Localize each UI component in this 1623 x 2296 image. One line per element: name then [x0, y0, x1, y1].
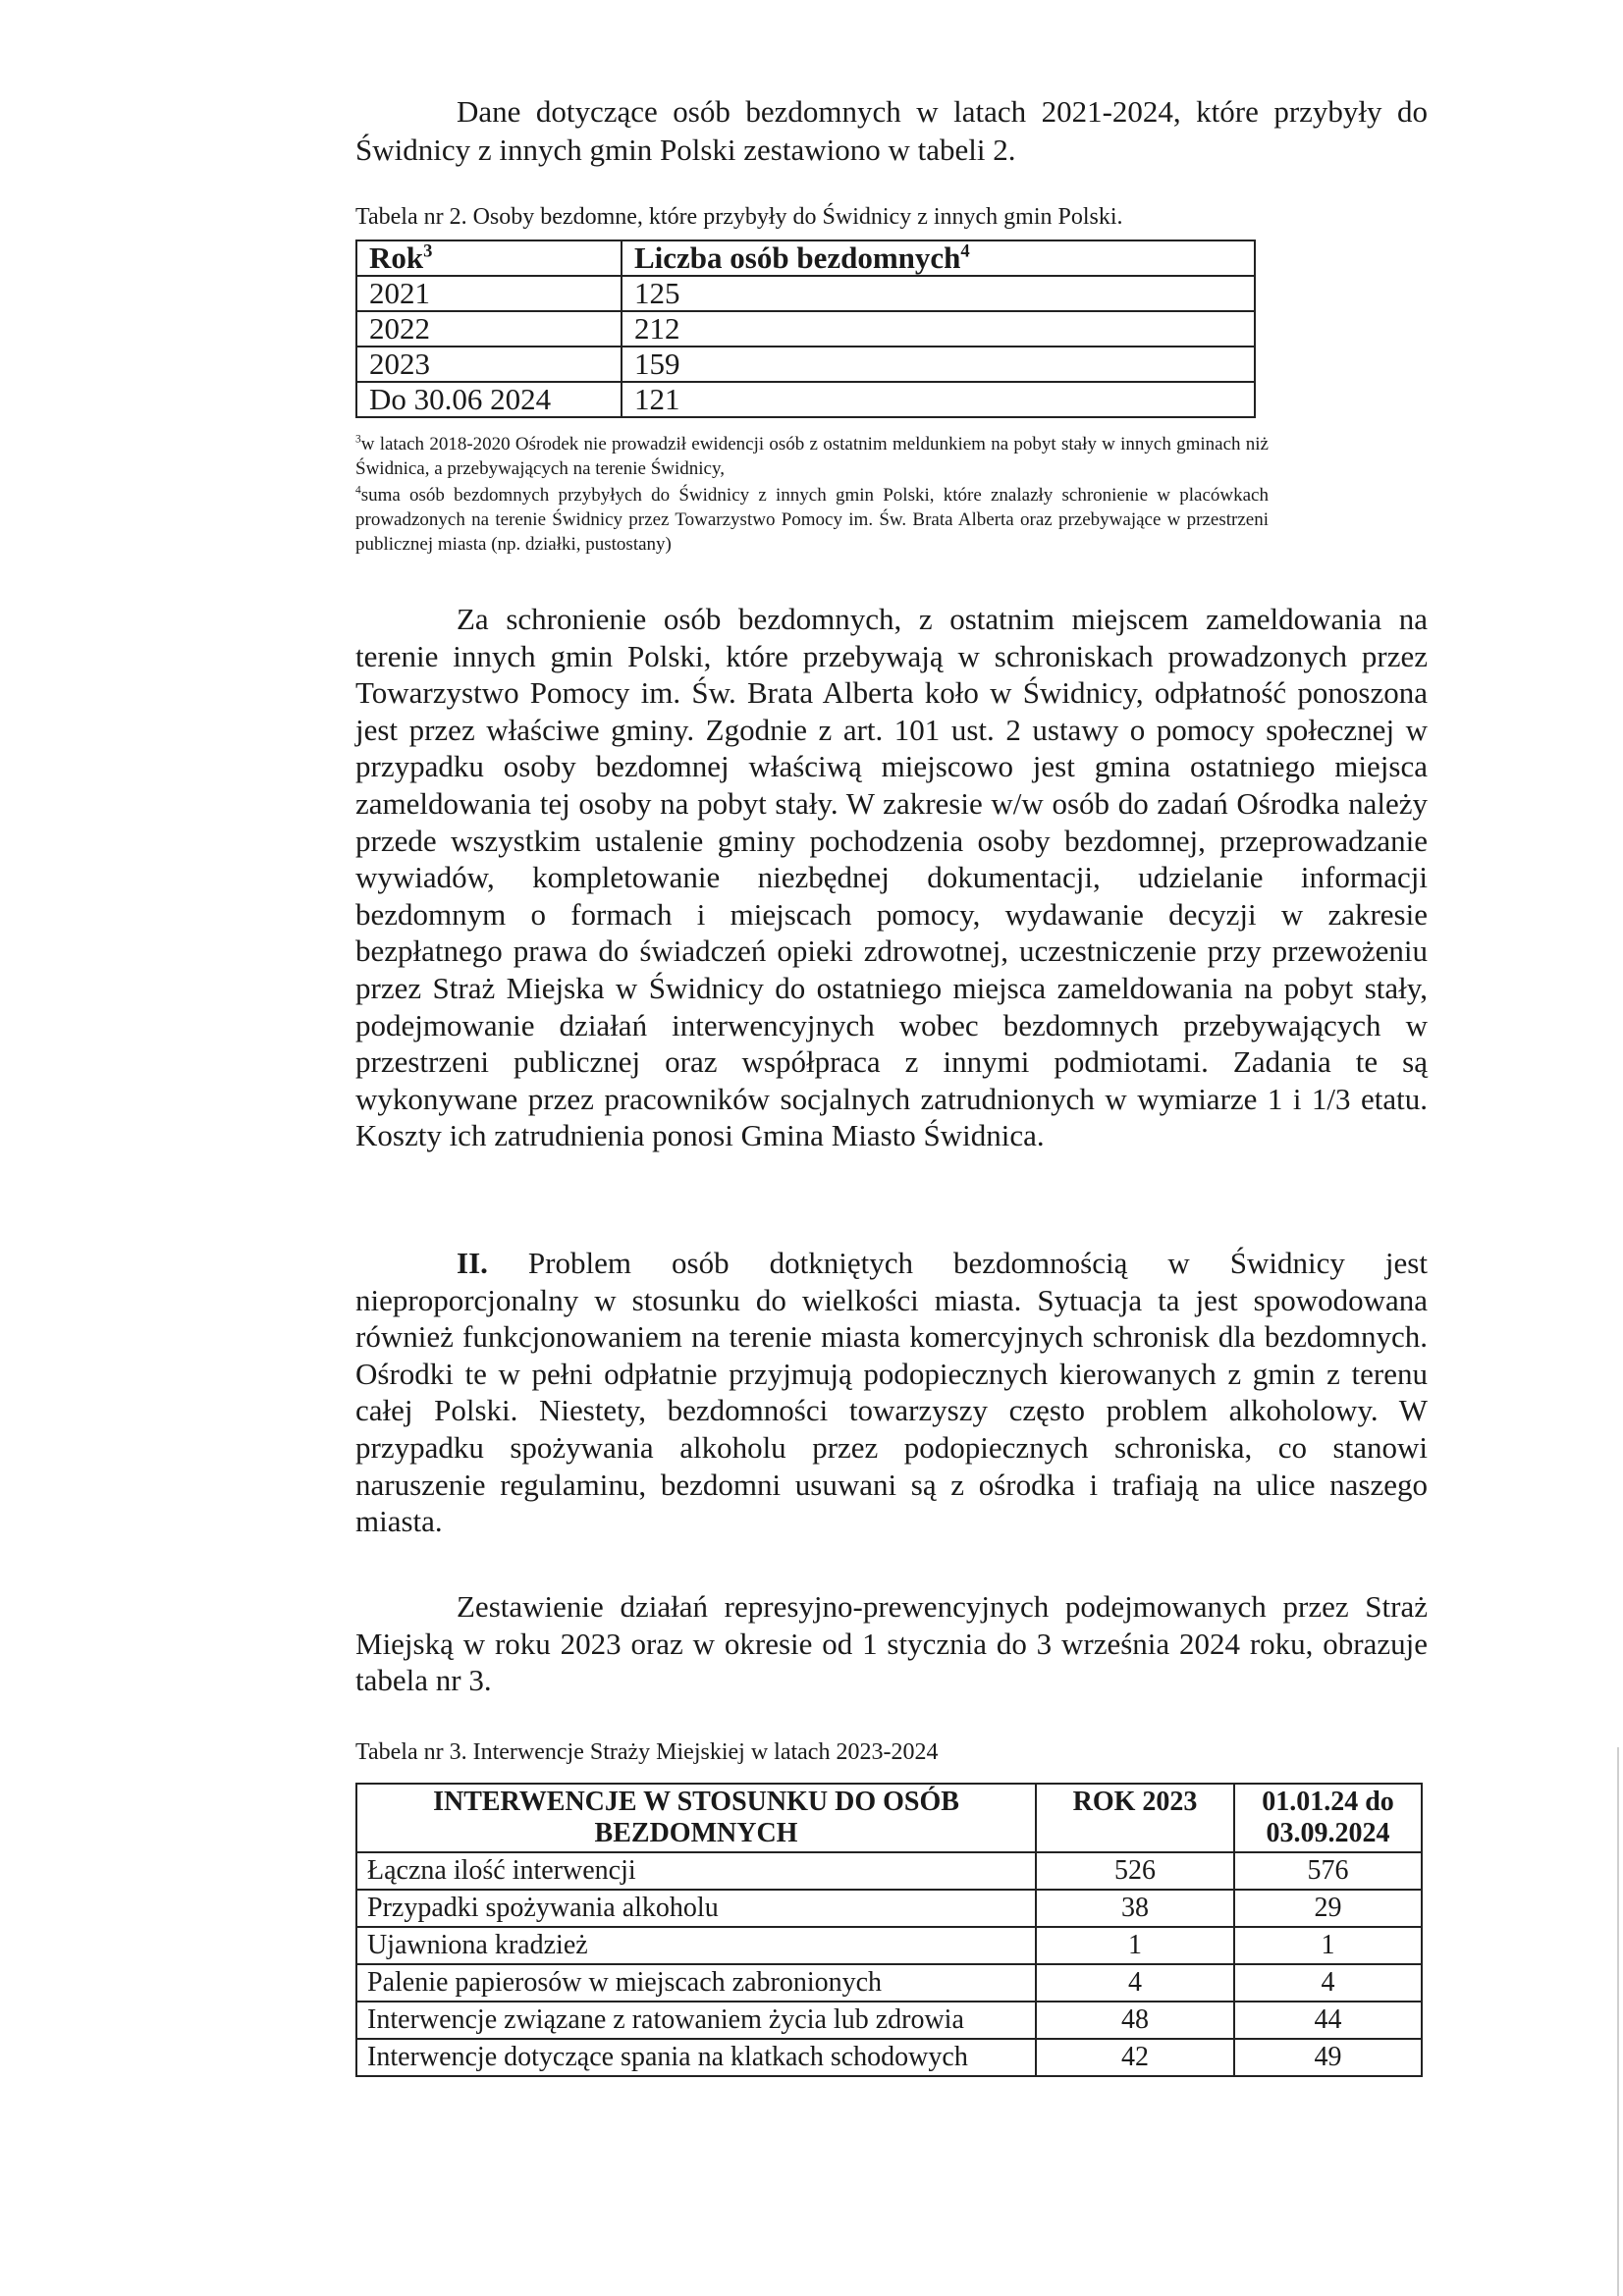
table3-2024-cell: 29: [1234, 1890, 1422, 1927]
table3-caption: Tabela nr 3. Interwencje Straży Miejskiej w latach 2023-2024: [355, 1739, 939, 1765]
table-row: [356, 1964, 1422, 2002]
table-row: [356, 382, 1255, 417]
table2-header-year: Rok$^3$: [356, 240, 622, 276]
table3-header-label: INTERWENCJE W STOSUNKU DO OSÓB BEZDOMNYCH: [356, 1784, 1036, 1852]
table3-label-cell: Łączna ilość interwencji: [356, 1852, 1036, 1890]
footnote-mark-3: 3: [423, 240, 433, 262]
table-row: [356, 2002, 1422, 2039]
table3-2023-cell: 42: [1036, 2039, 1234, 2076]
table-row: [356, 1890, 1422, 1927]
table2-header-row: [356, 240, 1255, 276]
paragraph-section-II: II. Problem osób dotkniętych bezdomnością w Świdnicy jest nieproporcjonalny w stosunku do wielkości miasta. Sytuacja ta jest spowodowana również funkcjonowaniem na terenie miasta komercyjnych schronisk dla bezdomnych. Ośrodki te w pełni odpłatnie przyjmują podopiecznych kierowanych z gmin z terenu całej Polski. Niestety, bezdomności towarzyszy często problem alkoholowy. W przypadku spożywania alkoholu przez podopiecznych schroniska, co stanowi naruszenie regulaminu, bezdomni usuwani są z ośrodka i trafiają na ulice naszego miasta.: [355, 1246, 1428, 1539]
table2-year-cell: Do 30.06 2024: [356, 382, 622, 417]
table3-label-cell: Ujawniona kradzież: [356, 1927, 1036, 1964]
table2-header-count: Liczba osób bezdomnych$^4$: [622, 240, 1255, 276]
table2: [355, 240, 1256, 418]
table3-2024-cell: 1: [1234, 1927, 1422, 1964]
table3-label-cell: Interwencje dotyczące spania na klatkach schodowych: [356, 2039, 1036, 2076]
table3-2023-cell: 526: [1036, 1852, 1234, 1890]
table3-label-cell: Przypadki spożywania alkoholu: [356, 1890, 1036, 1927]
table2-caption: Tabela nr 2. Osoby bezdomne, które przybyły do Świdnicy z innych gmin Polski.: [355, 204, 1123, 230]
scan-edge-line: [1617, 1747, 1619, 2296]
table3-2024-cell: 49: [1234, 2039, 1422, 2076]
table3-label-cell: Interwencje związane z ratowaniem życia lub zdrowia: [356, 2002, 1036, 2039]
table3-2024-cell: 44: [1234, 2002, 1422, 2039]
table-row: [356, 347, 1255, 382]
table-row: [356, 1852, 1422, 1890]
table3-2024-cell: 576: [1234, 1852, 1422, 1890]
table3-2023-cell: 38: [1036, 1890, 1234, 1927]
table3-label-cell: Palenie papierosów w miejscach zabronionych: [356, 1964, 1036, 2002]
table3-header-row: [356, 1784, 1422, 1852]
table3-2023-cell: 48: [1036, 2002, 1234, 2039]
table3-2023-cell: 1: [1036, 1927, 1234, 1964]
intro-paragraph: Dane dotyczące osób bezdomnych w latach 2021-2024, które przybyły do Świdnicy z innych gmin Polski zestawiono w tabeli 2.: [355, 94, 1428, 167]
table2-count-cell: 212: [622, 311, 1255, 347]
footnote-4: $^4$suma osób bezdomnych przybyłych do Świdnicy z innych gmin Polski, które znalazły schronienie w placówkach prowadzonych na terenie Świdnicy przez Towarzystwo Pomocy im. Św. Brata Alberta oraz przebywające w przestrzeni publicznej miasta (np. działki, pustostany): [355, 484, 1269, 555]
table3: [355, 1783, 1423, 2077]
table3-header-2023: ROK 2023: [1036, 1784, 1234, 1852]
table2-year-cell: 2022: [356, 311, 622, 347]
table-row: [356, 2039, 1422, 2076]
table2-count-cell: 121: [622, 382, 1255, 417]
table3-2023-cell: 4: [1036, 1964, 1234, 2002]
table2-count-cell: 125: [622, 276, 1255, 311]
table2-count-cell: 159: [622, 347, 1255, 382]
footnote-mark-4: 4: [960, 240, 970, 262]
section-numeral: II.: [457, 1246, 488, 1280]
table-row: [356, 311, 1255, 347]
footnote-3: $^3$w latach 2018-2020 Ośrodek nie prowadził ewidencji osób z ostatnim meldunkiem na pobyt stały w innych gminach niż Świdnica, a przebywających na terenie Świdnicy,: [355, 433, 1269, 479]
paragraph-table3-intro: Zestawienie działań represyjno-prewencyjnych podejmowanych przez Straż Miejską w roku 2023 oraz w okresie od 1 stycznia do 3 września 2024 roku, obrazuje tabela nr 3.: [355, 1589, 1428, 1698]
table-row: [356, 1927, 1422, 1964]
table3-2024-cell: 4: [1234, 1964, 1422, 2002]
table3-header-2024: 01.01.24 do 03.09.2024: [1234, 1784, 1422, 1852]
table-row: [356, 276, 1255, 311]
paragraph-shelter-costs: Za schronienie osób bezdomnych, z ostatnim miejscem zameldowania na terenie innych gmin Polski, które przebywają w schroniskach prowadzonych przez Towarzystwo Pomocy im. Św. Brata Alberta koło w Świdnicy, odpłatność ponoszona jest przez właściwe gminy. Zgodnie z art. 101 ust. 2 ustawy o pomocy społecznej w przypadku osoby bezdomnej właściwą miejscowo jest gmina ostatniego miejsca zameldowania tej osoby na pobyt stały. W zakresie w/w osób do zadań Ośrodka należy przede wszystkim ustalenie gminy pochodzenia osoby bezdomnej, przeprowadzanie wywiadów, kompletowanie niezbędnej dokumentacji, udzielanie informacji bezdomnym o formach i miejscach pomocy, wydawanie decyzji w zakresie bezpłatnego prawa do świadczeń opieki zdrowotnej, uczestniczenie przy przewożeniu przez Straż Miejska w Świdnicy do ostatniego miejsca zameldowania na pobyt stały, podejmowanie działań interwencyjnych wobec bezdomnych przebywających w przestrzeni publicznej oraz współpraca z innymi podmiotami. Zadania te są wykonywane przez pracowników socjalnych zatrudnionych w wymiarze 1 i 1/3 etatu. Koszty ich zatrudnienia ponosi Gmina Miasto Świdnica.: [355, 602, 1428, 1153]
table2-year-cell: 2021: [356, 276, 622, 311]
table2-year-cell: 2023: [356, 347, 622, 382]
